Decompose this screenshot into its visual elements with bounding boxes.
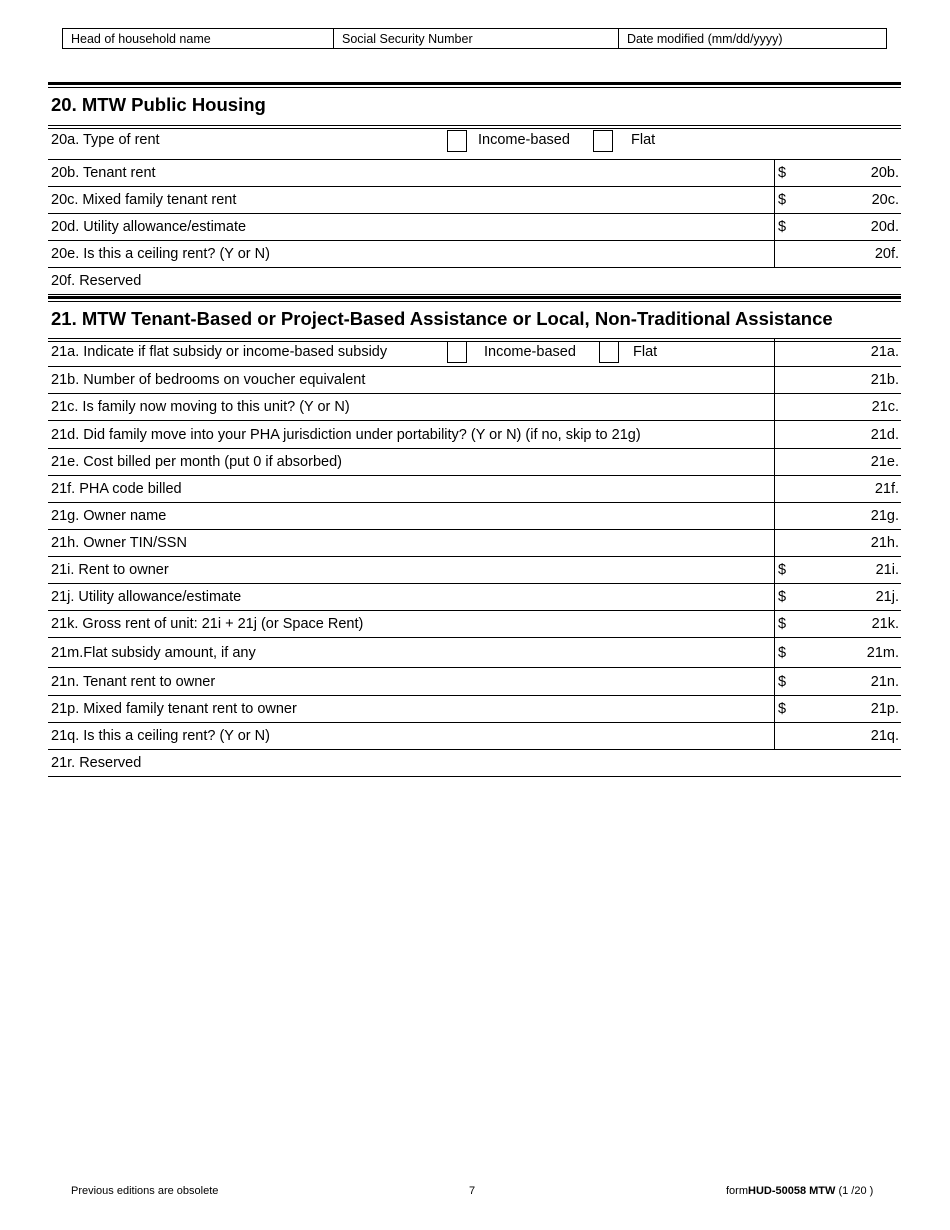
household-header-box	[62, 28, 887, 49]
value-column-divider	[774, 421, 775, 448]
date-modified-field[interactable]: Date modified (mm/dd/yyyy)	[627, 32, 783, 46]
value-entry-field[interactable]: 21n.	[870, 674, 899, 690]
form-row	[48, 476, 901, 503]
form-row	[48, 421, 901, 449]
section-20-divider	[48, 82, 901, 85]
form-row	[48, 584, 901, 611]
value-entry-field[interactable]: 21i.	[875, 562, 899, 578]
value-entry-field[interactable]: 21h.	[870, 535, 899, 551]
head-of-household-field[interactable]: Head of household name	[63, 29, 334, 48]
value-column-divider	[774, 241, 775, 267]
value-column-divider	[774, 503, 775, 529]
value-column-divider	[774, 696, 775, 722]
form-row-label: 20d. Utility allowance/estimate	[51, 219, 247, 235]
value-column-divider	[774, 530, 775, 556]
value-entry-field[interactable]: 20d.	[870, 219, 899, 235]
form-row-label: 21b. Number of bedrooms on voucher equivalent	[51, 372, 366, 388]
form-row-label: 20c. Mixed family tenant rent	[51, 192, 237, 208]
section-20-title: 20. MTW Public Housing	[51, 94, 266, 115]
form-row	[48, 638, 901, 668]
form-row	[48, 557, 901, 584]
form-row	[48, 503, 901, 530]
footer-form-date: (1 /20 )	[835, 1185, 874, 1197]
form-row-label: 21f. PHA code billed	[51, 481, 182, 497]
dollar-sign: $	[778, 562, 787, 578]
form-row	[48, 187, 901, 214]
value-entry-field[interactable]: 20b.	[870, 165, 899, 181]
value-entry-field[interactable]: 21p.	[870, 701, 899, 717]
form-row-label: 21h. Owner TIN/SSN	[51, 535, 187, 551]
income-based-checkbox-20a[interactable]	[447, 130, 467, 152]
row-20a	[48, 126, 901, 160]
value-column-divider	[774, 367, 775, 393]
form-row	[48, 750, 901, 777]
income-based-label-20a: Income-based	[478, 132, 570, 148]
form-row	[48, 160, 901, 187]
row-21a-code[interactable]: 21a.	[870, 344, 899, 360]
section-21-title: 21. MTW Tenant-Based or Project-Based Assistance or Local, Non-Traditional Assistance	[51, 308, 833, 329]
form-row	[48, 241, 901, 268]
form-row-label: 20f. Reserved	[51, 273, 142, 289]
row-21a-label: 21a. Indicate if flat subsidy or income-based subsidy	[51, 344, 388, 360]
value-column-divider	[774, 449, 775, 475]
income-based-checkbox-21a[interactable]	[447, 341, 467, 363]
value-entry-field[interactable]: 21m.	[866, 645, 899, 661]
form-row	[48, 367, 901, 394]
form-row-label: 21r. Reserved	[51, 755, 142, 771]
form-row-label: 20e. Is this a ceiling rent? (Y or N)	[51, 246, 270, 262]
dollar-sign: $	[778, 165, 787, 181]
form-row-label: 21n. Tenant rent to owner	[51, 674, 216, 690]
value-column-divider	[774, 668, 775, 695]
row-20a-label: 20a. Type of rent	[51, 132, 160, 148]
value-entry-field[interactable]: 21j.	[875, 589, 899, 605]
value-column-divider	[774, 584, 775, 610]
dollar-sign: $	[778, 192, 787, 208]
ssn-field[interactable]: Social Security Number	[334, 29, 619, 48]
form-row-label: 21p. Mixed family tenant rent to owner	[51, 701, 297, 717]
flat-label-20a: Flat	[631, 132, 656, 148]
income-based-label-21a: Income-based	[484, 344, 576, 360]
form-row-label: 21m.Flat subsidy amount, if any	[51, 645, 256, 661]
dollar-sign: $	[778, 674, 787, 690]
form-row-label: 21g. Owner name	[51, 508, 167, 524]
form-row-label: 21i. Rent to owner	[51, 562, 169, 578]
value-entry-field[interactable]: 20c.	[871, 192, 899, 208]
value-column-divider	[774, 187, 775, 213]
footer-form-prefix: form	[726, 1185, 748, 1197]
footer-form-id	[726, 1185, 873, 1197]
form-row	[48, 723, 901, 750]
value-entry-field[interactable]: 21k.	[871, 616, 899, 632]
form-row	[48, 611, 901, 638]
form-row-label: 21j. Utility allowance/estimate	[51, 589, 242, 605]
value-column-divider	[774, 611, 775, 637]
form-row-label: 21e. Cost billed per month (put 0 if absorbed)	[51, 454, 342, 470]
form-row-label: 21c. Is family now moving to this unit? (Y or N)	[51, 399, 350, 415]
value-entry-field[interactable]: 21b.	[870, 372, 899, 388]
flat-checkbox-20a[interactable]	[593, 130, 613, 152]
dollar-sign: $	[778, 616, 787, 632]
dollar-sign: $	[778, 589, 787, 605]
row-21a	[48, 339, 901, 367]
form-row-label: 20b. Tenant rent	[51, 165, 156, 181]
row-21a-divider	[774, 339, 775, 366]
value-entry-field[interactable]: 21q.	[870, 728, 899, 744]
form-row	[48, 530, 901, 557]
form-row	[48, 214, 901, 241]
form-row-label: 21q. Is this a ceiling rent? (Y or N)	[51, 728, 270, 744]
value-column-divider	[774, 394, 775, 420]
form-row	[48, 394, 901, 421]
form-row	[48, 449, 901, 476]
footer-page-number: 7	[469, 1185, 476, 1197]
form-row	[48, 696, 901, 723]
value-entry-field[interactable]: 21g.	[870, 508, 899, 524]
value-column-divider	[774, 214, 775, 240]
value-column-divider	[774, 476, 775, 502]
footer-form-name: HUD-50058 MTW	[748, 1185, 836, 1197]
value-column-divider	[774, 723, 775, 749]
form-row	[48, 268, 901, 295]
dollar-sign: $	[778, 701, 787, 717]
form-row-label: 21k. Gross rent of unit: 21i + 21j (or Space Rent)	[51, 616, 364, 632]
form-row	[48, 668, 901, 696]
value-entry-field[interactable]: 21f.	[874, 481, 899, 497]
value-entry-field[interactable]: 21c.	[871, 399, 899, 415]
dollar-sign: $	[778, 219, 787, 235]
value-column-divider	[774, 638, 775, 667]
value-entry-field[interactable]: 20f.	[874, 246, 899, 262]
flat-checkbox-21a[interactable]	[599, 341, 619, 363]
value-column-divider	[774, 557, 775, 583]
flat-label-21a: Flat	[633, 344, 658, 360]
value-entry-field[interactable]: 21d.	[870, 427, 899, 443]
value-entry-field[interactable]: 21e.	[870, 454, 899, 470]
value-column-divider	[774, 160, 775, 186]
form-row-label: 21d. Did family move into your PHA jurisdiction under portability? (Y or N) (if no, skip to 21g)	[51, 427, 641, 443]
footer-editions-note: Previous editions are obsolete	[71, 1185, 219, 1197]
section-21-divider	[48, 296, 901, 299]
dollar-sign: $	[778, 645, 787, 661]
